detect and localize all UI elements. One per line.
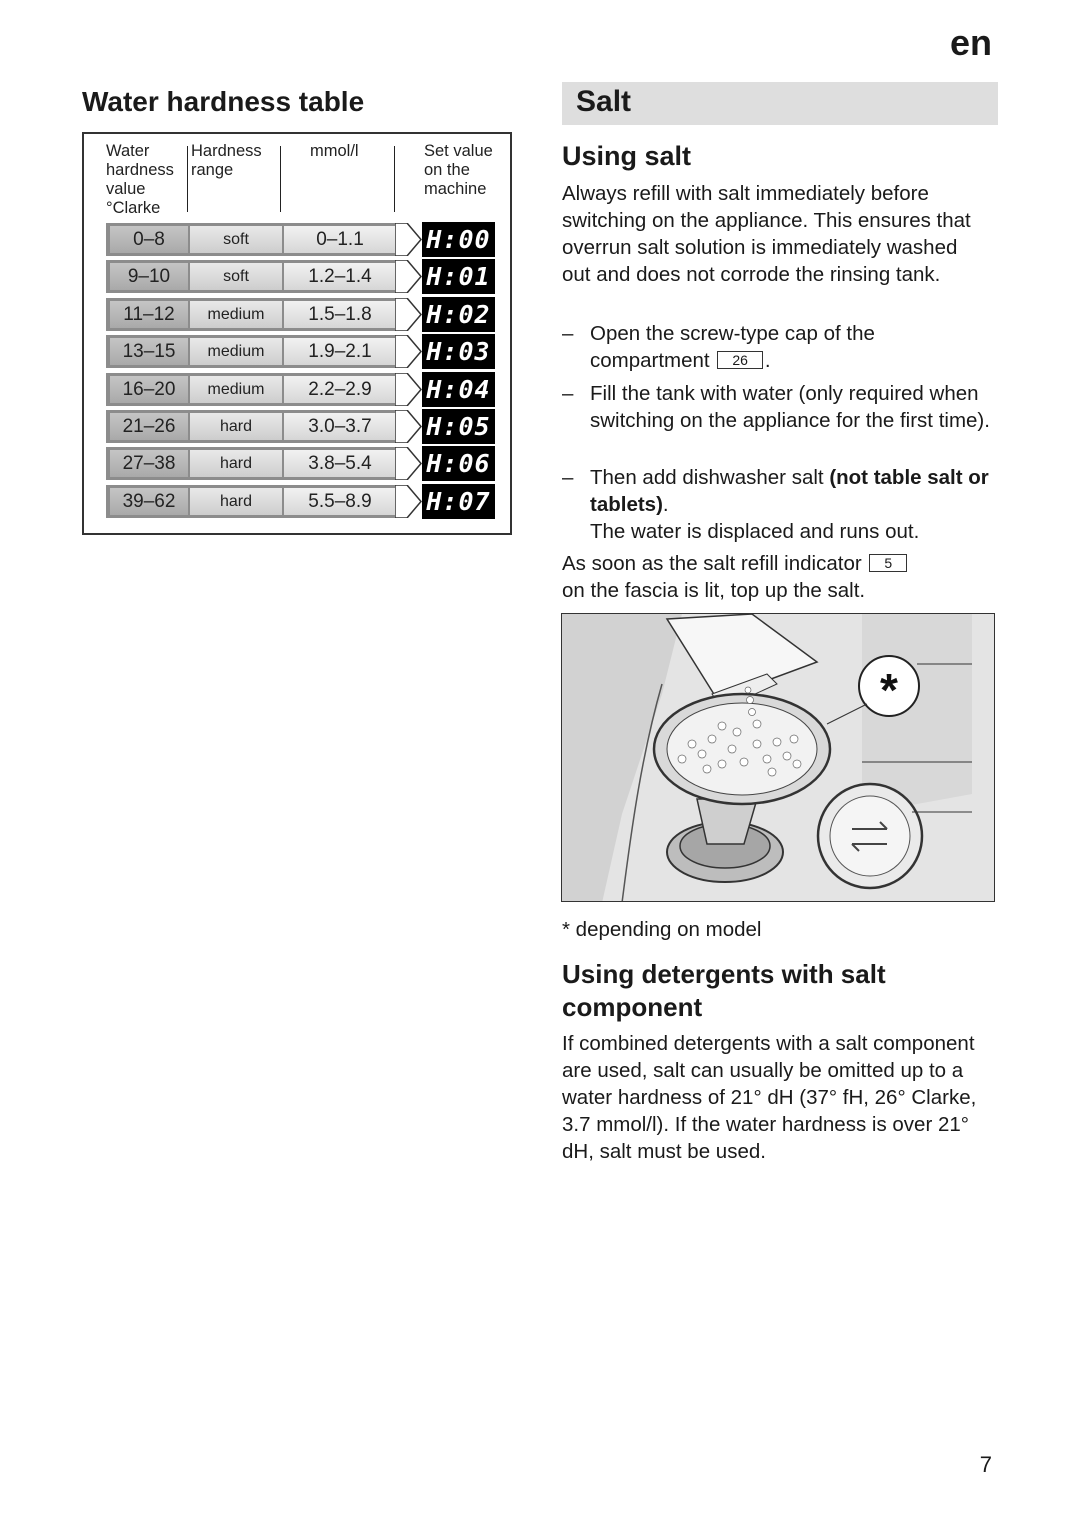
using-salt-title: Using salt [562,141,692,171]
bullet-dash: – [562,322,574,345]
cell-mmol: 3.0–3.7 [284,413,396,440]
table-row [106,410,496,443]
cell-mmol: 1.5–1.8 [284,301,396,328]
cell-range: medium [190,301,282,328]
cell-mmol: 2.2–2.9 [284,376,396,403]
step-open-cap-end: . [764,349,771,372]
cell-mmol: 5.5–8.9 [284,488,396,515]
header-set-value: Set value on the machine [424,142,493,198]
cell-mmol: 1.9–2.1 [284,338,396,365]
cell-range: medium [190,376,282,403]
header-divider [187,146,188,212]
table-row [106,485,496,518]
bullet-dash: – [562,382,574,405]
arrow-icon [395,223,423,256]
cell-clarke: 39–62 [110,488,188,515]
arrow-icon [395,298,423,331]
salt-section-header [562,82,998,125]
table-row [106,447,496,480]
cell-clarke: 9–10 [110,263,188,290]
table-row [106,298,496,331]
ref-number-26: 26 [717,351,763,369]
cell-range: soft [190,226,282,253]
step-add-salt-emphasis: (not table salt or tablets) [590,466,989,516]
ref-number-5: 5 [869,554,907,572]
cell-mmol: 1.2–1.4 [284,263,396,290]
lcd-setting: H:05 [422,409,495,444]
lcd-setting: H:04 [422,372,495,407]
lcd-setting: H:01 [422,259,495,294]
header-clarke: Water hardness value °Clarke [106,142,174,217]
lcd-setting: H:06 [422,446,495,481]
cell-mmol: 3.8–5.4 [284,450,396,477]
water-hardness-title: Water hardness table [82,86,365,117]
lcd-setting: H:02 [422,297,495,332]
table-row [106,223,496,256]
bullet-dash: – [562,466,574,489]
cell-clarke: 27–38 [110,450,188,477]
cell-range: medium [190,338,282,365]
cell-range: hard [190,413,282,440]
detergents-body: If combined detergents with a salt component are used, salt can usually be omitted up to a water hardness of 21° dH (37° fH, 26° Clarke, 3.7 mmol/l). If the water hardness is over 21° dH, salt must be used. [562,1032,977,1163]
header-divider [280,146,281,212]
arrow-icon [395,485,423,518]
lcd-setting: H:03 [422,334,495,369]
salt-title: Salt [576,85,632,118]
table-row [106,335,496,368]
cell-range: hard [190,488,282,515]
cell-range: soft [190,263,282,290]
figure-caption: * depending on model [562,918,762,941]
salt-funnel-drawing [562,614,995,902]
arrow-icon [395,373,423,406]
table-row [106,260,496,293]
cell-clarke: 16–20 [110,376,188,403]
using-salt-intro: Always refill with salt immediately before switching on the appliance. This ensures that overrun salt solution is immediately washed out and does not corrode the rinsing tank. [562,182,971,286]
step-add-salt-note: The water is displaced and runs out. [590,520,920,543]
step-open-cap-text: Open the screw-type cap of the compartment [590,322,875,372]
header-divider [394,146,395,212]
detergents-title: Using detergents with salt component [562,959,886,1022]
water-hardness-table [82,132,512,535]
step-add-salt-end: . [662,493,669,516]
lcd-setting: H:07 [422,484,495,519]
figure-asterisk: * [880,664,898,716]
cell-mmol: 0–1.1 [284,226,396,253]
step-add-salt-text: Then add dishwasher salt [590,466,824,489]
table-row [106,373,496,406]
cell-clarke: 13–15 [110,338,188,365]
language-code: en [949,22,992,63]
lcd-setting: H:00 [422,222,495,257]
step-fill-water-text: Fill the tank with water (only required when switching on the appliance for the first time). [590,382,990,432]
page-number: 7 [979,1452,992,1477]
arrow-icon [395,260,423,293]
arrow-icon [395,410,423,443]
cell-clarke: 0–8 [110,226,188,253]
header-mmol: mmol/l [310,142,359,160]
salt-filling-illustration [561,613,995,902]
arrow-icon [395,335,423,368]
header-range: Hardness range [191,142,262,179]
arrow-icon [395,447,423,480]
cell-clarke: 11–12 [110,301,188,328]
refill-indicator-text: As soon as the salt refill indicator 5 on the fascia is lit, top up the salt. [562,550,992,604]
cell-clarke: 21–26 [110,413,188,440]
cell-range: hard [190,450,282,477]
